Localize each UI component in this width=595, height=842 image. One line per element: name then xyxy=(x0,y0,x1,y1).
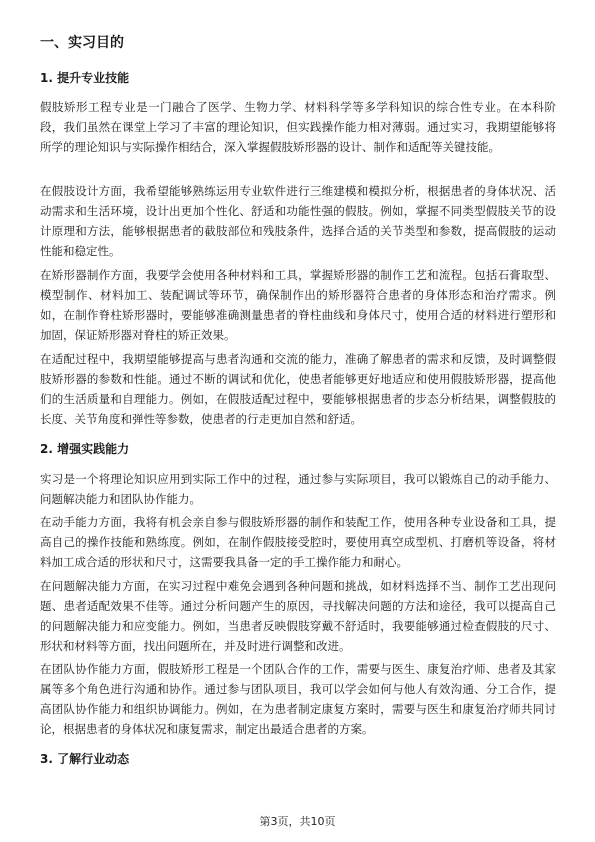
subsection-heading-2: 2. 增强实践能力 xyxy=(40,442,130,456)
paragraph-1-4: 在适配过程中，我期望能够提高与患者沟通和交流的能力，准确了解患者的需求和反馈，及时调整假肢矫形器的参数和性能。通过不断的调试和优化，使患者能够更好地适应和使用假肢矫形器，提高他们的生活质量和自理能力。例如，在假肢适配过程中，要能够根据患者的步态分析结果，调整假肢的长度、关节角度和弹性等参数，使患者的行走更加自然和舒适。 xyxy=(40,352,556,426)
page-number-footer: 第3页，共10页 xyxy=(259,815,336,828)
paragraph-2-3: 在问题解决能力方面，在实习过程中难免会遇到各种问题和挑战，如材料选择不当、制作工艺出现问题、患者适配效果不佳等。通过分析问题产生的原因，寻找解决问题的方法和途径，我可以提高自己的问题解决能力和应变能力。例如，当患者反映假肢穿戴不舒适时，我要能够通过检查假肢的尺寸、形状和材料等方面，找出问题所在，并及时进行调整和改进。 xyxy=(40,579,556,653)
section-title: 一、实习目的 xyxy=(40,35,124,51)
paragraph-1-1: 假肢矫形工程专业是一门融合了医学、生物力学、材料科学等多学科知识的综合性专业。在本科阶段，我们虽然在课堂上学习了丰富的理论知识，但实践操作能力相对薄弱。通过实习，我期望能够将所学的理论知识与实际操作相结合，深入掌握假肢矫形器的设计、制作和适配等关键技能。 xyxy=(40,100,556,154)
subsection-heading-3: 3. 了解行业动态 xyxy=(40,752,130,766)
paragraph-2-1: 实习是一个将理论知识应用到实际工作中的过程，通过参与实际项目，我可以锻炼自己的动手能力、问题解决能力和团队协作能力。 xyxy=(40,472,556,506)
paragraph-1-2: 在假肢设计方面，我希望能够熟练运用专业软件进行三维建模和模拟分析，根据患者的身体状况、活动需求和生活环境，设计出更加个性化、舒适和功能性强的假肢。例如，掌握不同类型假肢关节的设计原理和方法，能够根据患者的截肢部位和残肢条件，选择合适的关节类型和参数，提高假肢的运动性能和稳定性。 xyxy=(40,184,556,258)
subsection-heading-1: 1. 提升专业技能 xyxy=(40,71,130,85)
paragraph-2-4: 在团队协作能力方面，假肢矫形工程是一个团队合作的工作，需要与医生、康复治疗师、患者及其家属等多个角色进行沟通和协作。通过参与团队项目，我可以学会如何与他人有效沟通、分工合作，提高团队协作能力和组织协调能力。例如，在为患者制定康复方案时，需要与医生和康复治疗师共同讨论，根据患者的身体状况和康复需求，制定出最适合患者的方案。 xyxy=(40,662,556,736)
paragraph-2-2: 在动手能力方面，我将有机会亲自参与假肢矫形器的制作和装配工作，使用各种专业设备和工具，提高自己的操作技能和熟练度。例如，在制作假肢接受腔时，要使用真空成型机、打磨机等设备，将材料加工成合适的形状和尺寸，这需要我具备一定的手工操作能力和耐心。 xyxy=(40,515,556,569)
paragraph-1-3: 在矫形器制作方面，我要学会使用各种材料和工具，掌握矫形器的制作工艺和流程。包括石膏取型、模型制作、材料加工、装配调试等环节，确保制作出的矫形器符合患者的身体形态和治疗需求。例如，在制作脊柱矫形器时，要能够准确测量患者的脊柱曲线和身体尺寸，使用合适的材料进行塑形和加固，保证矫形器对脊柱的矫正效果。 xyxy=(40,268,556,342)
